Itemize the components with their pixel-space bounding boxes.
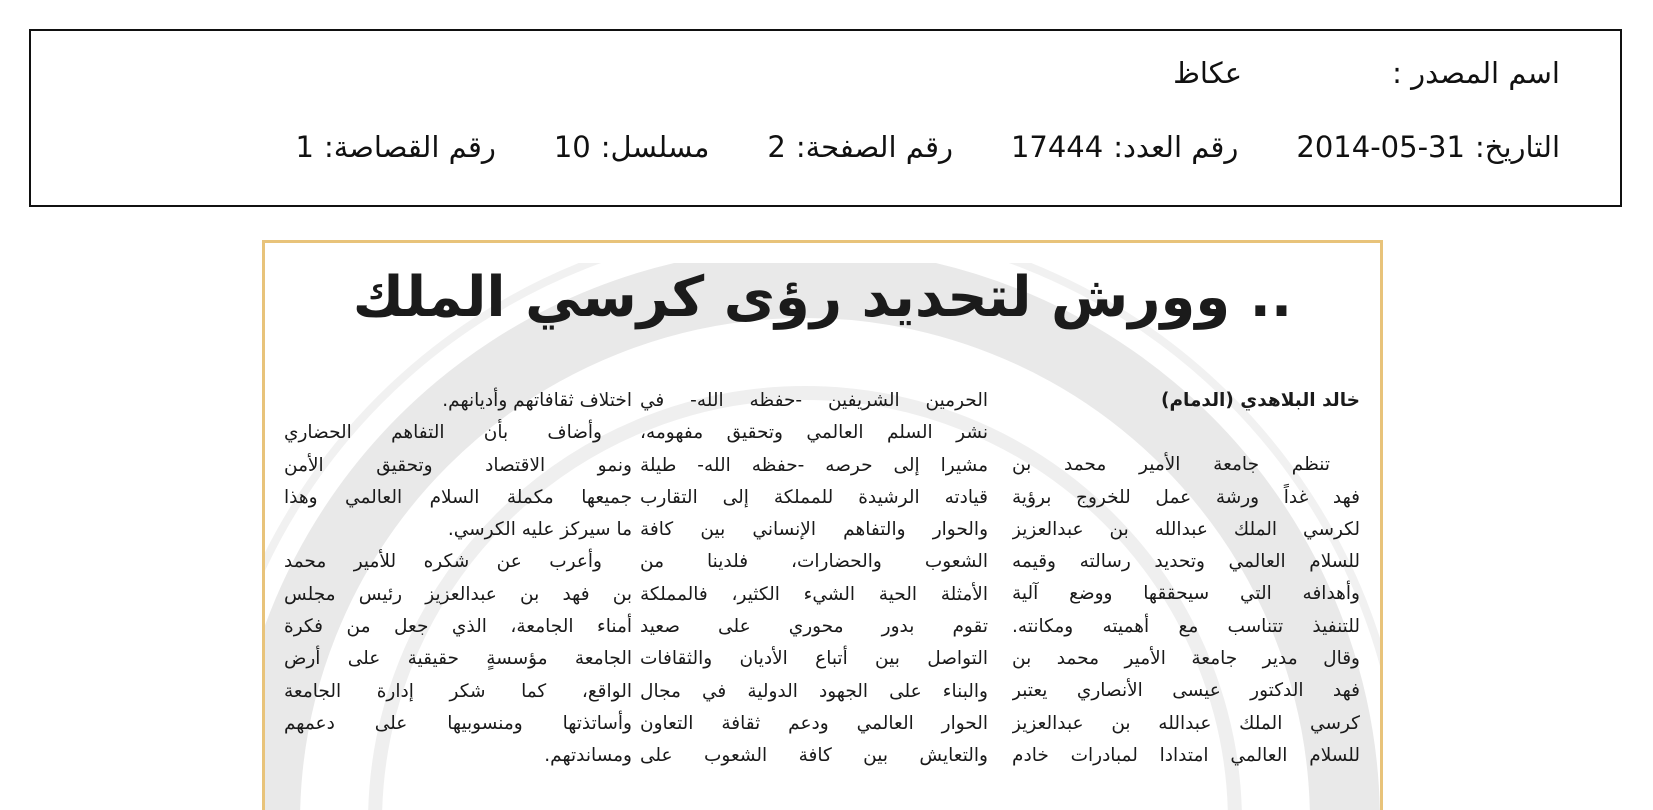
issue-details-row xyxy=(296,129,1561,165)
article-column-1 xyxy=(1012,385,1360,772)
date-value: 2014-05-31 xyxy=(1296,130,1465,164)
column-line: والتعايش بين كافة الشعوب على xyxy=(640,745,988,767)
article-column-2 xyxy=(640,385,988,773)
column-line: الواقع، كما شكر إدارة الجامعة xyxy=(284,680,632,702)
source-label: اسم المصدر : xyxy=(1392,56,1560,90)
column-line: تقوم بدور محوري على صعيد xyxy=(640,616,988,638)
column-line: وأعرب عن شكره للأمير محمد xyxy=(284,551,602,573)
column-line: للتنفيذ تتناسب مع أهميته ومكانته. xyxy=(1012,615,1360,637)
clip-label: رقم القصاصة: xyxy=(323,130,496,164)
column-line: ونمو الاقتصاد وتحقيق الأمن xyxy=(284,454,632,476)
page-label: رقم الصفحة: xyxy=(795,130,953,164)
column-line: الحوار العالمي ودعم ثقافة التعاون xyxy=(640,712,988,734)
issue-value: 17444 xyxy=(1010,130,1104,164)
column-line: اختلاف ثقافاتهم وأديانهم. xyxy=(442,390,632,411)
column-line: التواصل بين أتباع الأديان والثقافات xyxy=(640,648,988,670)
column-line: قيادته الرشيدة للمملكة إلى التقارب xyxy=(640,486,988,508)
column-line: وأساتذتها ومنسوبيها على دعمهم xyxy=(284,712,632,734)
source-info-box xyxy=(29,29,1622,207)
column-line: وأضاف بأن التفاهم الحضاري xyxy=(284,422,602,444)
column-line: ما سيركز عليه الكرسي. xyxy=(447,519,632,541)
column-line: فهد الدكتور عيسى الأنصاري يعتبر xyxy=(1012,680,1360,702)
article-headline: .. وورش لتحديد رؤى كرسي الملك xyxy=(352,265,1293,330)
page-value: 2 xyxy=(767,130,786,164)
serial-value: 10 xyxy=(553,130,591,164)
source-value: عكاظ xyxy=(1173,56,1243,90)
clip-value: 1 xyxy=(295,130,314,164)
column-line: فهد غداً ورشة عمل للخروج برؤية xyxy=(1012,486,1360,508)
column-line: والحوار والتفاهم الإنساني بين كافة xyxy=(640,519,988,541)
source-row xyxy=(1173,55,1560,91)
column-line: نشر السلم العالمي وتحقيق مفهومه، xyxy=(640,422,988,444)
column-line: للسلام العالمي وتحديد رسالته وقيمه xyxy=(1012,551,1360,573)
column-line: وأهدافه التي سيحققها ووضع آلية xyxy=(1012,583,1360,605)
column-line: الجامعة مؤسسةٍ حقيقية على أرض xyxy=(284,648,632,670)
serial-label: مسلسل: xyxy=(600,130,710,164)
article-byline: خالد البلاهدي (الدمام) xyxy=(1161,390,1360,411)
column-line: والبناء على الجهود الدولية في مجال xyxy=(640,680,988,702)
column-line: الشعوب والحضارات، فلدينا من xyxy=(640,551,988,573)
newspaper-clipping xyxy=(262,240,1383,810)
column-line: الحرمين الشريفين -حفظه الله- في xyxy=(640,390,988,411)
article-column-3 xyxy=(284,385,632,773)
column-line: تنظم جامعة الأمير محمد بن xyxy=(1012,454,1330,476)
issue-label: رقم العدد: xyxy=(1113,130,1239,164)
column-line: كرسي الملك عبدالله بن عبدالعزيز xyxy=(1012,712,1360,734)
column-line: بن فهد بن عبدالعزيز رئيس مجلس xyxy=(284,583,632,605)
column-line: جميعها مكملة السلام العالمي وهذا xyxy=(284,486,632,508)
column-line: ومساندتهم. xyxy=(544,745,632,767)
column-line: مشيرا إلى حرصه -حفظه الله- طيلة xyxy=(640,454,988,476)
column-line: أمناء الجامعة، الذي جعل من فكرة xyxy=(284,616,632,638)
column-line: للسلام العالمي امتدادا لمبادرات خادم xyxy=(1012,744,1360,766)
column-line: الأمثلة الحية الشيء الكثير، فالمملكة xyxy=(640,583,988,605)
column-line: لكرسي الملك عبدالله بن عبدالعزيز xyxy=(1012,518,1360,540)
date-label: التاريخ: xyxy=(1474,130,1560,164)
column-line: وقال مدير جامعة الأمير محمد بن xyxy=(1012,648,1360,670)
